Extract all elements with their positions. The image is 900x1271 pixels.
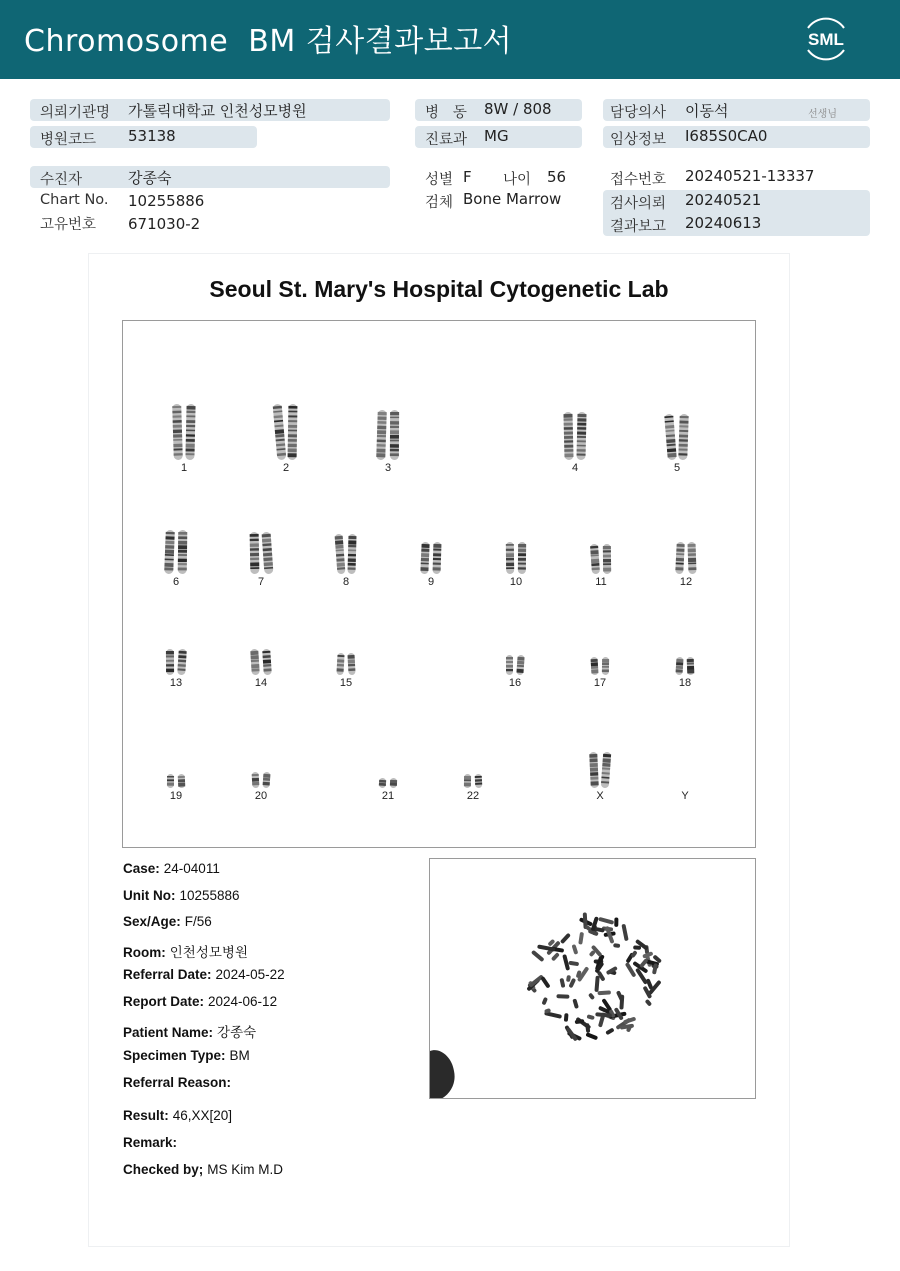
- chromosome-20: [226, 706, 296, 806]
- chromosome-label: 13: [169, 677, 183, 689]
- chromosome-label: Y: [681, 790, 689, 802]
- specimen-label: 검체: [425, 195, 454, 211]
- result-field: Result: 46,XX[20]: [123, 1108, 233, 1123]
- sml-logo: [800, 12, 852, 64]
- request-label: 검사의뢰: [610, 196, 667, 212]
- chromosome-y: [650, 706, 720, 806]
- chromosome-4: [540, 378, 610, 478]
- chromosome-label: 6: [172, 576, 180, 588]
- chromosome-6: [141, 492, 211, 592]
- doctor-label: 담당의사: [610, 105, 667, 121]
- doctor-value: 이동석: [685, 102, 729, 120]
- chromosome-label: 14: [254, 677, 268, 689]
- logo-text: SML: [808, 30, 844, 49]
- chromosome-9: [396, 492, 466, 592]
- chromosome-label: 15: [339, 677, 353, 689]
- ward-value: 8W / 808: [484, 100, 552, 118]
- chromosome-label: 18: [678, 677, 692, 689]
- hospital-code-value: 53138: [128, 127, 176, 145]
- patient-label: 수진자: [40, 172, 83, 188]
- institution-label: 의뢰기관명: [40, 105, 111, 121]
- metaphase-image: [429, 858, 756, 1099]
- referral-reason-field: Referral Reason:: [123, 1075, 232, 1090]
- chromosome-label: 20: [254, 790, 268, 802]
- unit-field: Unit No: 10255886: [123, 888, 240, 903]
- chart-value: 10255886: [128, 192, 205, 210]
- chromosome-18: [650, 593, 720, 693]
- chromosome-label: 3: [384, 462, 392, 474]
- chromosome-21: [353, 706, 423, 806]
- chromosome-14: [226, 593, 296, 693]
- age-label: 나이: [503, 172, 532, 188]
- chromosome-13: [141, 593, 211, 693]
- page-title: Chromosome BM 검사결과보고서: [24, 24, 513, 59]
- room-field: Room: 인천성모병원: [123, 945, 248, 960]
- patient-row: [30, 166, 390, 188]
- chromosome-1: [149, 378, 219, 478]
- receipt-value: 20240521-13337: [685, 167, 815, 185]
- chromosome-label: 12: [679, 576, 693, 588]
- chromosome-19: [141, 706, 211, 806]
- specimen-value: Bone Marrow: [463, 190, 562, 208]
- dept-label: 진료과: [425, 132, 468, 148]
- chromosome-label: 5: [673, 462, 681, 474]
- chromosome-label: 19: [169, 790, 183, 802]
- chromosome-label: 2: [282, 462, 290, 474]
- cytogenetic-report: [88, 253, 790, 1247]
- chromosome-7: [226, 492, 296, 592]
- case-field: Case: 24-04011: [123, 861, 220, 876]
- report-date-label: 결과보고: [610, 219, 667, 235]
- karyogram: [122, 320, 756, 848]
- remark-field: Remark:: [123, 1135, 178, 1150]
- chromosome-2: [251, 378, 321, 478]
- sex-value: F: [463, 168, 472, 186]
- chromosome-12: [651, 492, 721, 592]
- chart-label: Chart No.: [40, 192, 109, 208]
- chromosome-label: 9: [427, 576, 435, 588]
- referral-date-field: Referral Date: 2024-05-22: [123, 967, 285, 982]
- chromosome-label: 7: [257, 576, 265, 588]
- report-date-value: 20240613: [685, 214, 762, 232]
- chromosome-label: 10: [509, 576, 523, 588]
- chromosome-label: 17: [593, 677, 607, 689]
- clinical-label: 임상정보: [610, 132, 667, 148]
- chromosome-label: 4: [571, 462, 579, 474]
- lab-title: Seoul St. Mary's Hospital Cytogenetic Lab: [209, 276, 669, 302]
- chromosome-17: [565, 593, 635, 693]
- ward-label: 병 동: [425, 105, 467, 121]
- patient-value: 강종숙: [128, 169, 172, 187]
- sex-age-field: Sex/Age: F/56: [123, 914, 212, 929]
- chromosome-label: X: [596, 790, 604, 802]
- chromosome-8: [311, 492, 381, 592]
- age-value: 56: [547, 168, 567, 186]
- chromosome-11: [566, 492, 636, 592]
- patient-name-field: Patient Name: 강종숙: [123, 1025, 257, 1040]
- specimen-type-field: Specimen Type: BM: [123, 1048, 250, 1063]
- chromosome-label: 11: [595, 576, 607, 588]
- chromosome-label: 21: [381, 790, 395, 802]
- unique-value: 671030-2: [128, 215, 201, 233]
- receipt-label: 접수번호: [610, 172, 667, 188]
- report-date-field: Report Date: 2024-06-12: [123, 994, 278, 1009]
- unique-label: 고유번호: [40, 217, 97, 233]
- chromosome-16: [480, 593, 550, 693]
- chromosome-10: [481, 492, 551, 592]
- checked-by-field: Checked by; MS Kim M.D: [123, 1162, 284, 1177]
- chromosome-label: 1: [180, 462, 188, 474]
- sex-label: 성별: [425, 172, 454, 188]
- chromosome-label: 16: [508, 677, 522, 689]
- request-value: 20240521: [685, 191, 762, 209]
- chromosome-label: 8: [342, 576, 350, 588]
- report-header: [0, 0, 900, 79]
- doctor-suffix: 선생님: [808, 109, 837, 120]
- chromosome-15: [311, 593, 381, 693]
- chromosome-3: [353, 378, 423, 478]
- chromosome-x: [565, 706, 635, 806]
- hospital-code-label: 병원코드: [40, 132, 97, 148]
- dept-value: MG: [484, 127, 509, 145]
- chromosome-label: 22: [466, 790, 480, 802]
- clinical-value: I685S0CA0: [685, 127, 768, 145]
- chromosome-22: [438, 706, 508, 806]
- institution-value: 가톨릭대학교 인천성모병원: [128, 102, 307, 120]
- chromosome-5: [642, 378, 712, 478]
